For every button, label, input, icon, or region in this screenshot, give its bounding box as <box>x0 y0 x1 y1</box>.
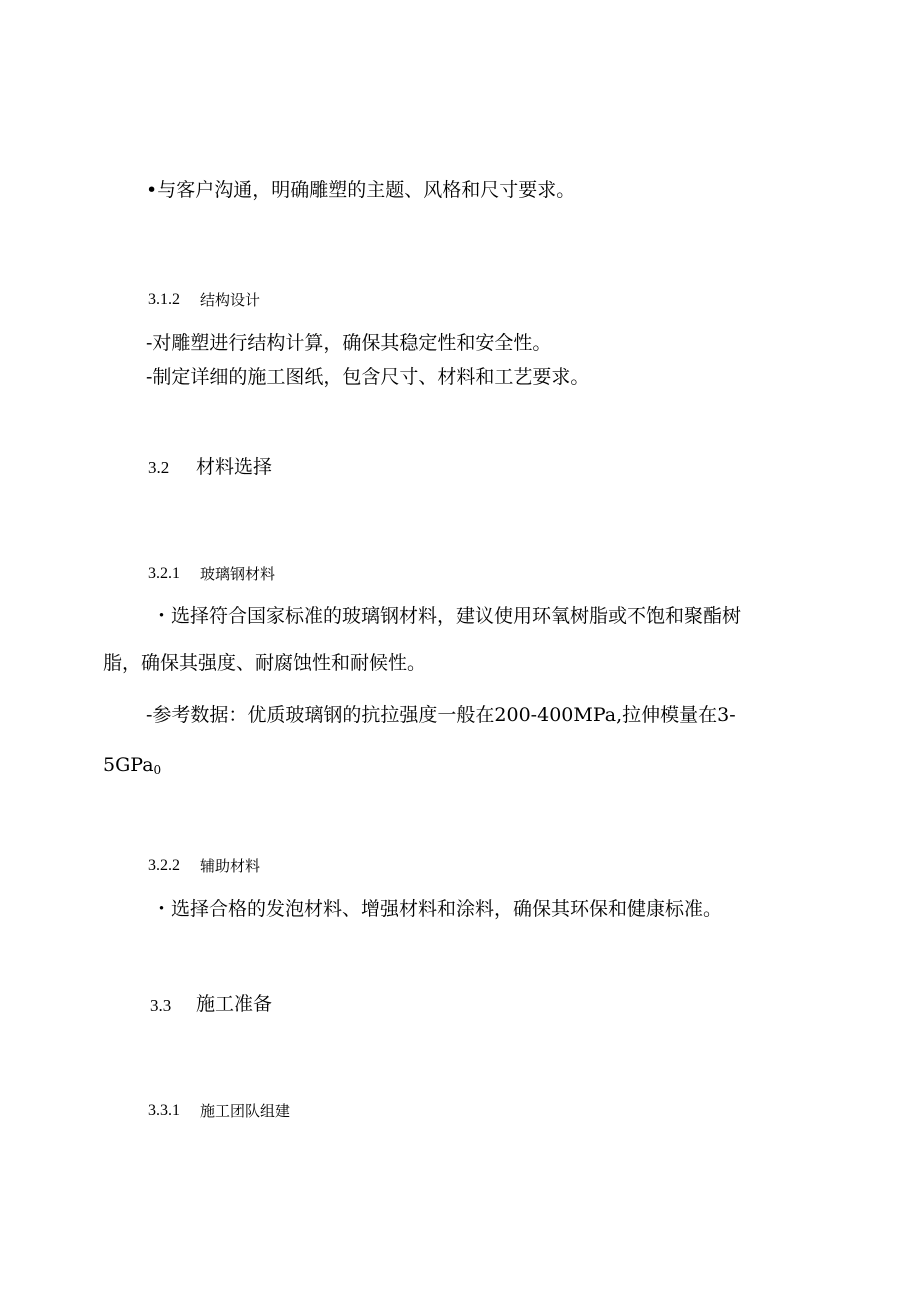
section-title-frp-material: 玻璃钢材料 <box>200 565 276 583</box>
section-title-material-selection: 材料选择 <box>196 456 273 478</box>
frp-bullet-line-2: 脂，确保其强度、耐腐蚀性和耐候性。 <box>103 652 427 674</box>
section-number-3-3-1: 3.3.1 <box>148 1102 180 1119</box>
section-title-construction-preparation: 施工准备 <box>196 993 273 1015</box>
section-number-3-2-1: 3.2.1 <box>148 565 180 582</box>
section-title-team-formation: 施工团队组建 <box>200 1102 291 1120</box>
auxiliary-bullet: ・选择合格的发泡材料、增强材料和涂料，确保其环保和健康标准。 <box>152 898 723 920</box>
structure-item-2: -制定详细的施工图纸，包含尺寸、材料和工艺要求。 <box>146 366 590 388</box>
frp-bullet-line-1: ・选择符合国家标准的玻璃钢材料，建议使用环氧树脂或不饱和聚酯树 <box>152 605 742 627</box>
section-number-3-1-2: 3.1.2 <box>148 291 180 308</box>
section-number-3-3: 3.3 <box>150 996 172 1015</box>
section-number-3-2: 3.2 <box>148 458 170 477</box>
frp-reference-line-1: -参考数据：优质玻璃钢的抗拉强度一般在200-400MPa,拉伸模量在3- <box>146 704 736 726</box>
section-title-structure-design: 结构设计 <box>200 291 261 309</box>
section-title-auxiliary-materials: 辅助材料 <box>200 857 261 875</box>
frp-reference-line-2 <box>103 753 161 782</box>
section-number-3-2-2: 3.2.2 <box>148 857 180 874</box>
requirement-bullet: •与客户沟通，明确雕塑的主题、风格和尺寸要求。 <box>146 179 576 201</box>
frp-reference-subscript: 0 <box>153 763 162 777</box>
structure-item-1: -对雕塑进行结构计算，确保其稳定性和安全性。 <box>146 332 552 354</box>
frp-reference-value: 5GPa <box>103 754 154 776</box>
